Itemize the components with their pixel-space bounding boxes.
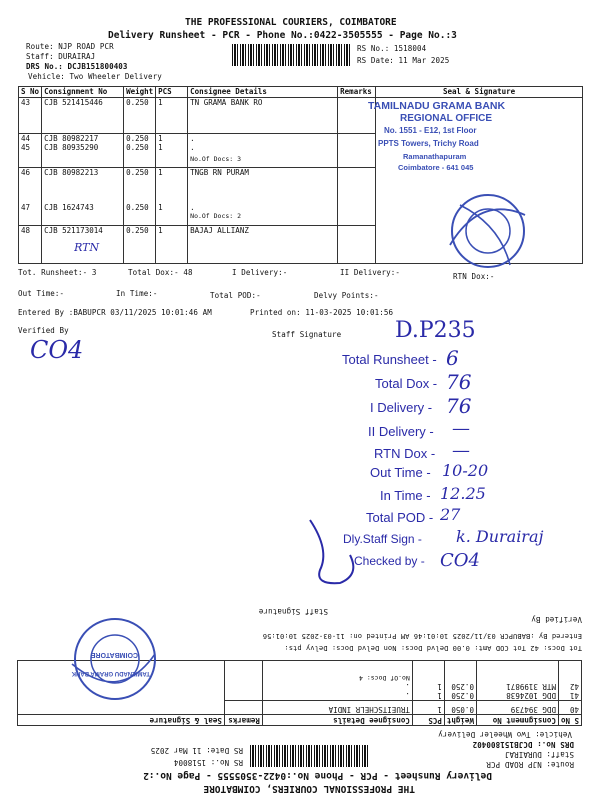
runsheet-title: Delivery Runsheet - PCR - Phone No.:0422-3505555 - Page No.:3: [108, 30, 457, 41]
col-consignee: Consignee Details: [188, 87, 338, 98]
round-seal-icon: [440, 185, 535, 275]
row-consignment: CJB 521173014 RTN: [42, 226, 124, 264]
row-remarks: [338, 168, 376, 226]
col-consignment: Consignment No: [476, 715, 558, 726]
row-remarks: [224, 661, 262, 701]
row-sno: 44 45: [19, 134, 42, 168]
ii-delivery: II Delivery:-: [340, 268, 400, 277]
row-pcs: 1: [156, 226, 188, 264]
out-time: Out Time:-: [18, 289, 65, 298]
page2-rotated: [0, 580, 600, 800]
row-sno: 46 47: [19, 168, 42, 226]
rs-date: RS Date: 11 Mar 2025: [357, 56, 450, 65]
page2-stamp-line2: COIMBATORE: [90, 651, 138, 658]
summary-label: Dly.Staff Sign -: [343, 532, 422, 546]
barcode: [232, 44, 352, 66]
summary-value: 10-20: [442, 461, 489, 480]
total-dox: Total Dox:- 48: [128, 268, 193, 277]
row-remarks: [224, 701, 262, 715]
row-sno: 43: [19, 98, 42, 134]
summary-value: —: [452, 440, 470, 461]
page2-stamp-line1: TAMILNADU GRAMA BANK: [71, 670, 150, 676]
delvy-points: Delvy Points:-: [314, 291, 379, 300]
col-sno: S No: [558, 715, 581, 726]
page2-runsheet-title: Delivery Runsheet - PCR - Phone No.:0422-3505555 - Page No.:2: [143, 770, 492, 781]
summary-value: 76: [446, 370, 472, 394]
summary-label: I Delivery -: [370, 400, 433, 415]
summary-value: 27: [440, 505, 461, 524]
col-consignment: Consignment No: [42, 87, 124, 98]
rs-number: RS No.: 1518004: [357, 44, 427, 53]
summary-value: 6: [446, 346, 459, 370]
rtn-handwritten: RTN: [74, 241, 100, 254]
page2-round-seal-icon: [70, 614, 160, 704]
summary-label: Total Runsheet -: [342, 352, 437, 367]
row-details: TN GRAMA BANK RO: [188, 98, 338, 134]
row-pcs: 1 1: [156, 134, 188, 168]
printed-on: Printed on: 11-03-2025 10:01:56: [250, 308, 394, 317]
col-consignee: Consignee Details: [262, 715, 412, 726]
row-weight: 0.250 0.250: [444, 661, 476, 701]
route-label: Route: NJP ROAD PCR: [26, 42, 114, 51]
table-header-row: [18, 715, 582, 726]
row-sno: 48: [19, 226, 42, 264]
summary-label: Total POD -: [366, 510, 434, 525]
drs-number: DRS No.: DCJB151800403: [26, 62, 128, 71]
stamp-line5: Ramanathapuram: [403, 152, 467, 161]
row-consignment: DDG 394739: [476, 701, 558, 715]
staff-label: Staff: DURAIRAJ: [26, 52, 96, 61]
in-time: In Time:-: [116, 289, 158, 298]
row-consignment: DDG 1024638 MTR 3199871: [476, 661, 558, 701]
row-pcs: 1: [412, 701, 444, 715]
summary-label: RTN Dox -: [374, 446, 436, 461]
summary-value: CO4: [440, 550, 480, 571]
col-seal: Seal & Signature: [376, 87, 583, 98]
row-sno: 41 42: [558, 661, 581, 701]
row-weight: 0.250 0.250: [124, 168, 156, 226]
row-weight: 0.050: [444, 701, 476, 715]
summary-value: 76: [446, 394, 472, 418]
col-weight: Weight: [124, 87, 156, 98]
row-weight: 0.250 0.250: [124, 134, 156, 168]
row-pcs: 1: [156, 98, 188, 134]
col-sno: S No: [19, 87, 42, 98]
page2-rs-number: RS No.: 1518004: [173, 758, 243, 767]
page2-vehicle: Vehicle: Two Wheeler Delivery: [438, 730, 572, 739]
page2-barcode: [248, 745, 368, 767]
summary-label: Total Dox -: [375, 376, 438, 391]
entered-by: Entered By :BABUPCR 03/11/2025 10:01:46 AM: [18, 308, 212, 317]
summary-value: k. Durairaj: [456, 527, 544, 546]
page2-stamp: [70, 614, 160, 704]
page2-route: Route: NJP ROAD PCR: [486, 760, 574, 769]
page2-rs-date: RS Date: 11 Mar 2025: [150, 746, 243, 755]
summary-label: II Delivery -: [368, 424, 434, 439]
page2-entered-by: Entered By :BABUPCR 03/11/2025 10:01:46 AM Printed on: 11-03-2025 10:01:56: [262, 632, 582, 640]
rtn-dox: RTN Dox:-: [453, 272, 495, 281]
row-details: TNGB RN PURAM . No.Of Docs: 2: [188, 168, 338, 226]
row-details: BAJAJ ALLIANZ: [188, 226, 338, 264]
tot-runsheet: Tot. Runsheet:- 3: [18, 268, 97, 277]
stamp-line3: No. 1551 - E12, 1st Floor: [384, 126, 477, 135]
col-seal: Seal & Signature: [18, 715, 225, 726]
vehicle-label: Vehicle: Two Wheeler Delivery: [28, 72, 162, 81]
company-title: THE PROFESSIONAL COURIERS, COIMBATORE: [185, 17, 397, 28]
stamp-line6: Coimbatore - 641 045: [398, 163, 474, 172]
staff-signature-label: Staff Signature: [272, 330, 342, 339]
row-details: . . No.Of Docs: 4: [262, 661, 412, 701]
summary-value: 12.25: [440, 484, 486, 503]
col-pcs: PCS: [412, 715, 444, 726]
row-consignment: CJB 521415446: [42, 98, 124, 134]
row-remarks: [338, 134, 376, 168]
page2-tot-docs: Tot Docs: 42 Tot COD Amt: 0.00 Delvd Docs: Non Delvd Docs: Delvy pts:: [284, 644, 582, 652]
row-pcs: 1 1: [156, 168, 188, 226]
col-remarks: Remarks: [338, 87, 376, 98]
page2-verified-by: Verified By: [531, 615, 582, 624]
page2-company-title: THE PROFESSIONAL COURIERS, COIMBATORE: [203, 783, 415, 794]
col-weight: Weight: [444, 715, 476, 726]
stamp-line2: REGIONAL OFFICE: [400, 113, 493, 124]
stamp-line4: PPTS Towers, Trichy Road: [378, 139, 479, 148]
summary-label: Checked by -: [354, 554, 425, 568]
row-consignment: CJB 80982213 CJB 1624743: [42, 168, 124, 226]
verified-by-label: Verified By: [18, 326, 69, 335]
row-consignment: CJB 80982217 CJB 80935290: [42, 134, 124, 168]
summary-label: In Time -: [380, 488, 431, 503]
col-remarks: Remarks: [224, 715, 262, 726]
summary-value: —: [452, 418, 470, 439]
page2-staff-signature: Staff Signature: [258, 607, 328, 616]
row-remarks: [338, 226, 376, 264]
summary-label: Out Time -: [370, 465, 431, 480]
i-delivery: I Delivery:-: [232, 268, 288, 277]
row-sno: 40: [558, 701, 581, 715]
dp-code: D.P235: [395, 318, 476, 343]
table-header-row: [19, 87, 583, 98]
row-weight: 0.250: [124, 98, 156, 134]
row-weight: 0.250: [124, 226, 156, 264]
pen-scribble-icon: [300, 515, 370, 590]
stamp-line1: TAMILNADU GRAMA BANK: [368, 100, 506, 112]
row-details: TRUEITSCHELR INDIA: [262, 701, 412, 715]
total-pod: Total POD:-: [210, 291, 261, 300]
page2-drs-number: DRS No.: DCJB151800402: [472, 740, 574, 749]
verified-signature: CO4: [30, 336, 84, 364]
row-details: . . No.Of Docs: 3: [188, 134, 338, 168]
row-pcs: 1 1: [412, 661, 444, 701]
col-pcs: PCS: [156, 87, 188, 98]
page2-staff: Staff: DURAIRAJ: [504, 750, 574, 759]
